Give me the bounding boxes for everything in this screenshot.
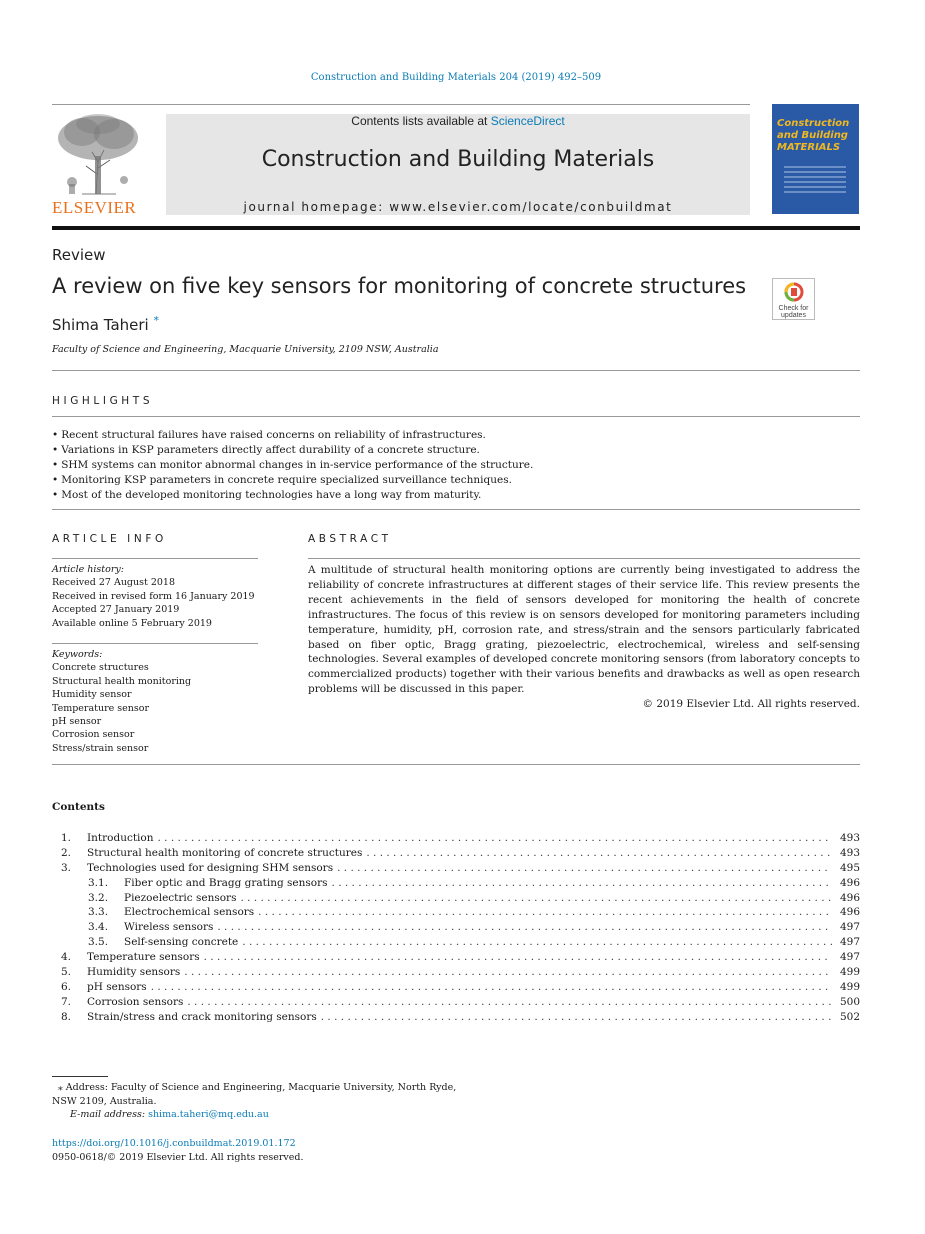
toc-label[interactable]: Introduction — [87, 832, 154, 844]
footnote-email-line — [52, 1108, 472, 1122]
toc-entry[interactable] — [52, 950, 860, 965]
toc-entry-body — [87, 846, 860, 861]
toc-entry[interactable] — [52, 935, 860, 950]
toc-entry-body — [124, 876, 860, 891]
footer-block — [52, 1137, 304, 1164]
highlights-list — [52, 428, 860, 503]
toc-leader-dots — [321, 1010, 832, 1025]
author-footnote-mark[interactable]: * — [153, 314, 159, 327]
table-of-contents — [52, 831, 860, 1025]
toc-number: 7. — [61, 995, 72, 1008]
toc-label[interactable]: Self-sensing concrete — [124, 936, 239, 949]
toc-leader-dots — [204, 950, 832, 965]
toc-entry[interactable] — [52, 891, 860, 906]
toc-label[interactable]: Fiber optic and Bragg grating sensors — [124, 876, 328, 889]
cover-title: Construction and Building MATERIALS — [777, 118, 850, 153]
highlight-item: • Most of the developed monitoring technologies have a long way from maturity. — [52, 488, 860, 503]
toc-entry-body — [87, 1010, 860, 1025]
contents-heading: Contents — [52, 801, 105, 813]
toc-number: 1. — [61, 832, 72, 844]
toc-leader-dots — [332, 876, 832, 891]
toc-page-number: 499 — [839, 966, 860, 979]
abstract-text: A multitude of structural health monitoring options are currently being investigated to address the reliability of concrete infrastructures at different stages of their service life. This review presents the recent achievements in the field of sensors developed for monitoring the health of concrete infrastructures. The focus of this review is on sensors developed for monitoring parameters including temperature, humidity, pH, corrosion rate, and stress/strain and the sensors particularly fabricated based on fiber optic, Bragg grating, piezoelectric, electrochemical, wireless and self-sensing technologies. Several examples of developed concrete monitoring sensors (from laboratory concepts to commercialized products) together with their various benefits and drawbacks as well as open research problems will be discussed in this paper. — [308, 564, 860, 696]
abstract-body — [308, 563, 860, 712]
journal-title[interactable]: Construction and Building Materials — [261, 147, 655, 172]
toc-number: 8. — [61, 1010, 72, 1023]
keyword: Stress/strain sensor — [52, 742, 149, 754]
toc-page-number: 500 — [839, 995, 860, 1008]
divider — [52, 509, 860, 510]
toc-label[interactable]: Humidity sensors — [87, 966, 181, 979]
toc-page-number: 493 — [839, 832, 860, 844]
toc-leader-dots — [158, 831, 833, 846]
toc-number: 3.1. — [88, 876, 109, 889]
footnote-address: Address: Faculty of Science and Engineering, Macquarie University, North Ryde, NSW 2109, Australia. — [52, 1082, 457, 1107]
toc-leader-dots — [184, 965, 832, 980]
elsevier-wordmark: ELSEVIER — [52, 198, 137, 217]
toc-entry[interactable] — [52, 1010, 860, 1025]
abstract-heading: ABSTRACT — [308, 533, 392, 545]
history-entry: Available online 5 February 2019 — [52, 617, 212, 629]
toc-page-number: 496 — [839, 906, 860, 919]
keyword: pH sensor — [52, 716, 102, 728]
author-email-link[interactable]: shima.taheri@mq.edu.au — [148, 1109, 269, 1120]
toc-entry[interactable] — [52, 905, 860, 920]
doi-link[interactable]: https://doi.org/10.1016/j.conbuildmat.2019.01.172 — [52, 1138, 296, 1149]
toc-entry[interactable] — [52, 846, 860, 861]
history-entry: Accepted 27 January 2019 — [52, 604, 180, 616]
keywords-label: Keywords: — [52, 649, 103, 660]
sciencedirect-link[interactable]: ScienceDirect — [490, 114, 565, 128]
toc-number: 3.3. — [88, 906, 109, 919]
toc-label[interactable]: pH sensors — [87, 980, 147, 993]
contents-prefix: Contents lists available at — [351, 114, 491, 128]
toc-page-number: 495 — [839, 861, 860, 874]
author-line — [52, 314, 159, 334]
toc-page-number: 493 — [839, 846, 860, 859]
divider — [52, 643, 258, 644]
highlight-item: • SHM systems can monitor abnormal changes in in-service performance of the structure. — [52, 458, 860, 473]
toc-leader-dots — [151, 980, 832, 995]
toc-label[interactable]: Strain/stress and crack monitoring sensors — [87, 1010, 317, 1023]
toc-entry[interactable] — [52, 831, 860, 846]
toc-number: 5. — [61, 966, 72, 979]
history-entry: Received in revised form 16 January 2019 — [52, 590, 255, 602]
toc-entry-body — [87, 861, 860, 876]
article-history-label: Article history: — [52, 564, 124, 575]
toc-page-number: 497 — [839, 951, 860, 964]
toc-number: 6. — [61, 980, 72, 993]
toc-entry-body — [124, 935, 860, 950]
divider — [52, 370, 860, 371]
toc-page-number: 496 — [839, 891, 860, 904]
toc-entry-body — [124, 905, 860, 920]
keyword: Humidity sensor — [52, 689, 132, 701]
article-title: A review on five key sensors for monitoring of concrete structures — [52, 274, 747, 298]
toc-label[interactable]: Structural health monitoring of concrete structures — [87, 846, 363, 859]
highlight-item: • Monitoring KSP parameters in concrete require specialized surveillance techniques. — [52, 473, 860, 488]
abstract-copyright: © 2019 Elsevier Ltd. All rights reserved. — [642, 698, 860, 711]
toc-leader-dots — [217, 920, 832, 935]
toc-entry-body — [87, 965, 860, 980]
divider — [52, 416, 860, 417]
elsevier-tree-icon — [52, 112, 147, 196]
keywords — [52, 648, 258, 755]
toc-leader-dots — [258, 905, 832, 920]
check-updates-label: Check for updates — [778, 305, 809, 319]
highlights-heading: HIGHLIGHTS — [52, 395, 154, 407]
toc-page-number: 496 — [839, 876, 860, 889]
elsevier-logo[interactable] — [52, 112, 147, 217]
issn-copyright: 0950-0618/© 2019 Elsevier Ltd. All rights reserved. — [52, 1151, 304, 1163]
article-info-heading: ARTICLE INFO — [52, 533, 167, 545]
highlight-item: • Variations in KSP parameters directly affect durability of a concrete structure. — [52, 443, 860, 458]
toc-entry-body — [87, 831, 860, 846]
author-name[interactable]: Shima Taheri — [52, 316, 149, 334]
toc-entry-body — [87, 995, 860, 1010]
footnote-rule — [52, 1076, 108, 1077]
footnote-address-line — [52, 1081, 472, 1108]
toc-page-number: 497 — [839, 936, 860, 949]
highlight-item: • Recent structural failures have raised concerns on reliability of infrastructures. — [52, 428, 860, 443]
toc-number: 3. — [61, 861, 72, 874]
toc-number: 3.5. — [88, 936, 109, 949]
keyword: Corrosion sensor — [52, 729, 135, 741]
footnote-mark: ⁎ — [58, 1082, 63, 1093]
cover-text-lines — [784, 166, 846, 196]
keyword: Temperature sensor — [52, 702, 150, 714]
header-rule — [52, 104, 750, 105]
author-affiliation: Faculty of Science and Engineering, Macquarie University, 2109 NSW, Australia — [52, 344, 439, 355]
toc-label[interactable]: Temperature sensors — [87, 951, 200, 964]
keyword: Concrete structures — [52, 662, 149, 674]
toc-page-number: 497 — [839, 921, 860, 934]
email-label: E-mail address: — [70, 1109, 146, 1120]
toc-entry[interactable] — [52, 995, 860, 1010]
toc-number: 4. — [61, 951, 72, 964]
toc-number: 2. — [61, 846, 72, 859]
toc-leader-dots — [240, 891, 832, 906]
keyword: Structural health monitoring — [52, 675, 192, 687]
toc-entry-body — [124, 891, 860, 906]
toc-leader-dots — [187, 995, 832, 1010]
check-for-updates-badge[interactable] — [772, 278, 815, 320]
toc-label[interactable]: Technologies used for designing SHM sensors — [87, 861, 334, 874]
toc-entry-body — [87, 950, 860, 965]
history-entry: Received 27 August 2018 — [52, 577, 176, 589]
journal-cover-thumbnail[interactable] — [772, 104, 859, 214]
journal-reference[interactable]: Construction and Building Materials 204 (2019) 492–509 — [310, 72, 602, 83]
journal-banner — [166, 114, 750, 215]
toc-entry[interactable] — [52, 861, 860, 876]
toc-entry-body — [87, 980, 860, 995]
check-updates-icon — [784, 282, 804, 302]
toc-leader-dots — [337, 861, 832, 876]
divider — [52, 764, 860, 765]
toc-number: 3.4. — [88, 921, 109, 934]
article-history — [52, 563, 258, 630]
journal-homepage[interactable]: journal homepage: www.elsevier.com/locate/conbuildmat — [243, 200, 673, 214]
toc-leader-dots — [242, 935, 832, 950]
toc-entry[interactable] — [52, 876, 860, 891]
article-type: Review — [52, 246, 106, 264]
toc-entry-body — [124, 920, 860, 935]
divider — [308, 558, 860, 559]
toc-number: 3.2. — [88, 891, 109, 904]
toc-label[interactable]: Corrosion sensors — [87, 995, 184, 1008]
author-footnote — [52, 1081, 472, 1122]
toc-page-number: 502 — [839, 1010, 860, 1023]
toc-leader-dots — [366, 846, 832, 861]
toc-label[interactable]: Wireless sensors — [124, 921, 214, 934]
toc-page-number: 499 — [839, 980, 860, 993]
contents-available-line — [166, 114, 750, 128]
toc-entry[interactable] — [52, 965, 860, 980]
divider — [52, 558, 258, 559]
toc-entry[interactable] — [52, 980, 860, 995]
header-thick-rule — [52, 226, 860, 230]
toc-label[interactable]: Piezoelectric sensors — [124, 891, 237, 904]
toc-label[interactable]: Electrochemical sensors — [124, 906, 255, 919]
toc-entry[interactable] — [52, 920, 860, 935]
